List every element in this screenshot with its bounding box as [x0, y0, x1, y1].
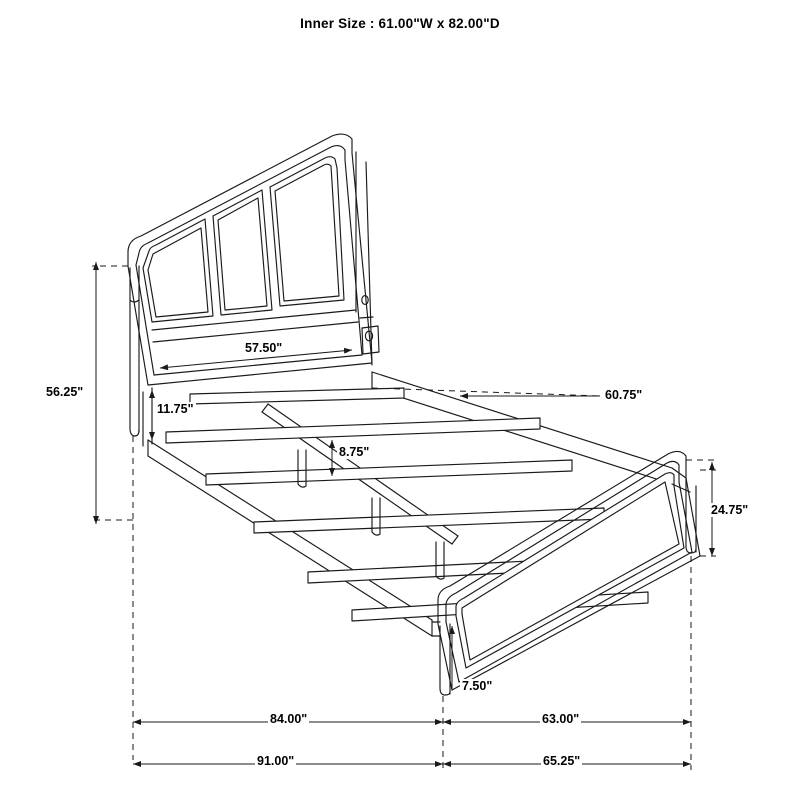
page-title: Inner Size : 61.00"W x 82.00"D	[300, 16, 500, 31]
label-side-rail-length: 60.75"	[605, 388, 643, 402]
label-width-upper: 63.00"	[542, 712, 580, 726]
label-rail-height: 11.75"	[157, 402, 194, 416]
label-length-upper: 84.00"	[270, 712, 308, 726]
label-footboard-clearance: 7.50"	[462, 679, 493, 693]
label-headboard-height: 56.25"	[46, 385, 84, 399]
label-slat-leg-height: 8.75"	[339, 445, 370, 459]
label-length-lower: 91.00"	[257, 754, 295, 768]
label-width-lower: 65.25"	[543, 754, 581, 768]
label-footboard-height: 24.75"	[711, 503, 749, 517]
label-headboard-panel-width: 57.50"	[245, 341, 283, 355]
